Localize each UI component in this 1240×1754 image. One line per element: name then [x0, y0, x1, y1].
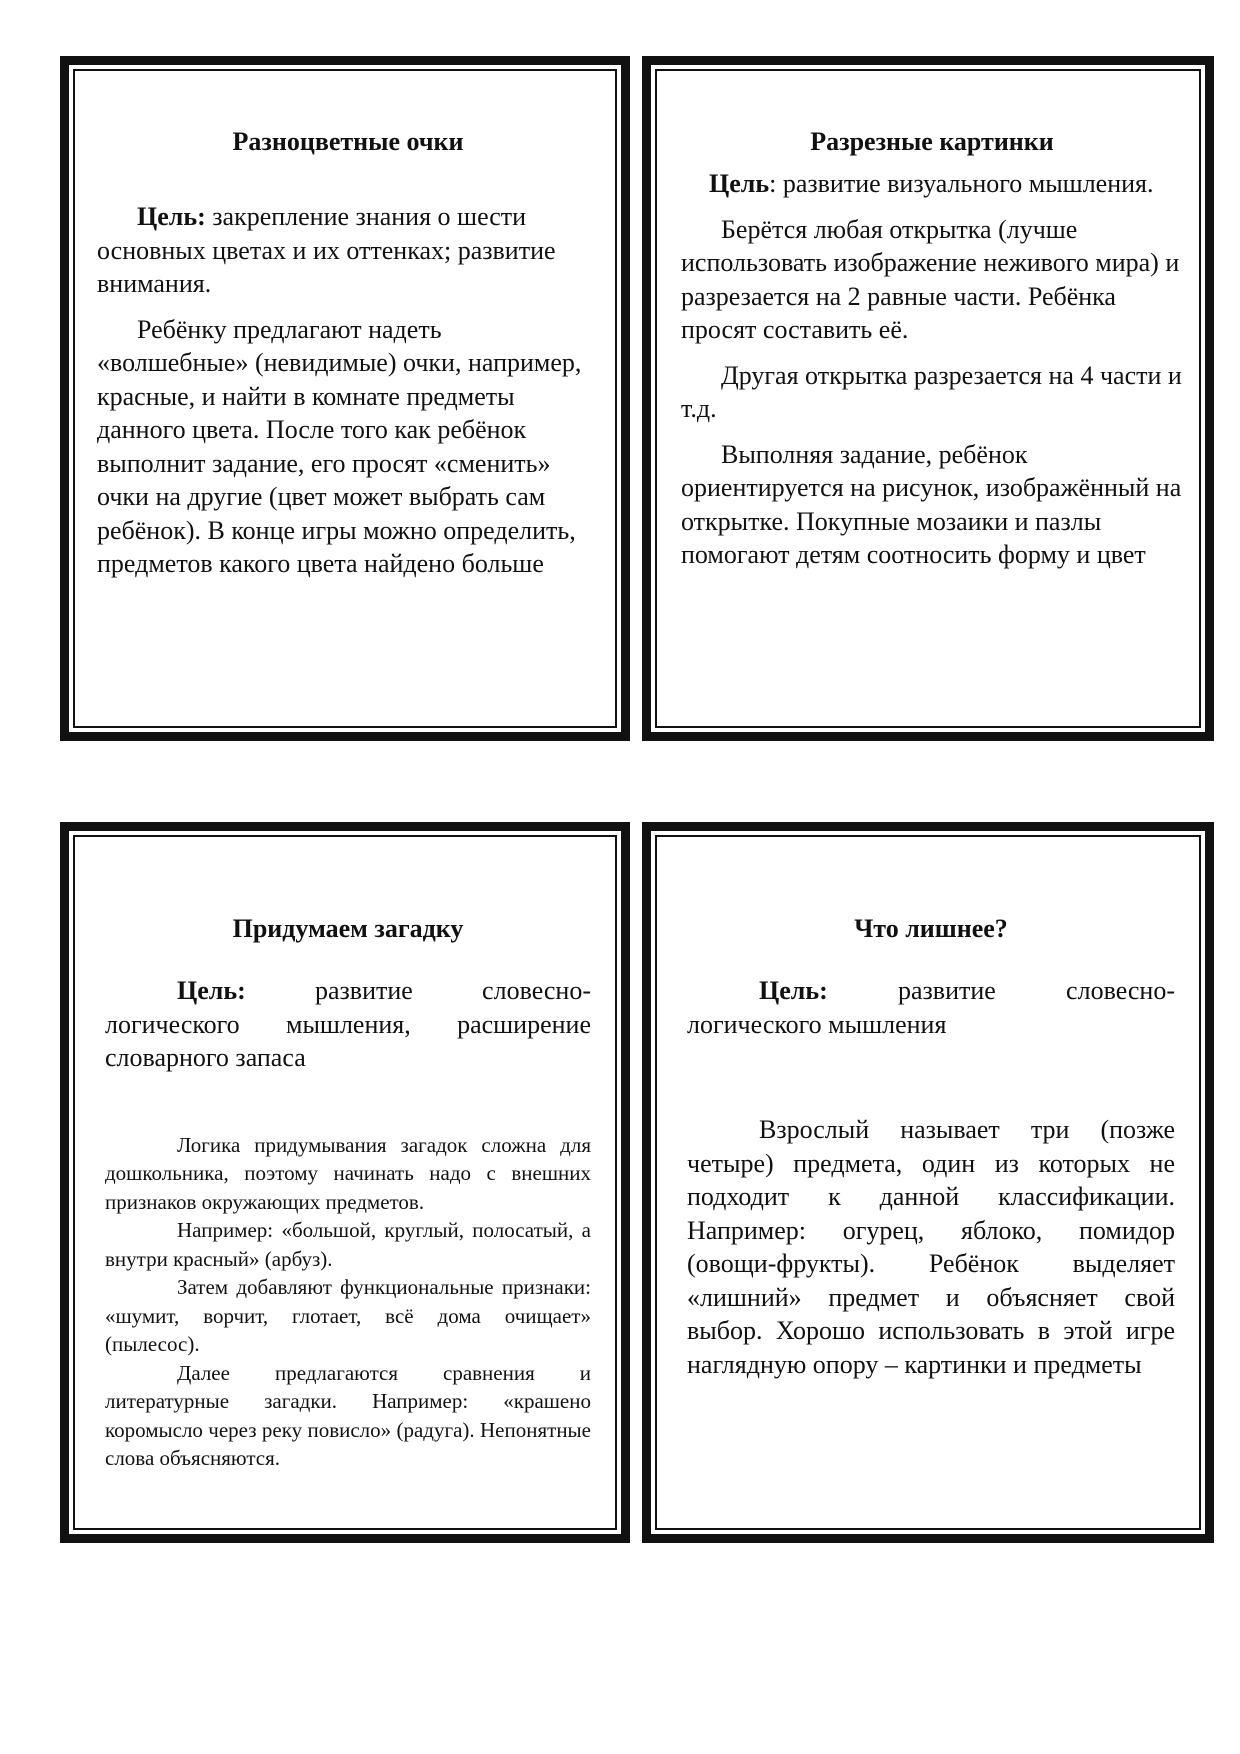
goal-label: Цель: [759, 976, 828, 1005]
card-paragraph: Другая открытка разрезается на 4 части и т.д. [681, 360, 1182, 423]
game-card-razreznye-kartinki [642, 56, 1214, 741]
card-body [681, 167, 1183, 572]
card-inner-frame [73, 69, 617, 728]
card-body [97, 200, 599, 581]
card-title: Разноцветные очки [232, 127, 464, 156]
card-goal [105, 974, 591, 1075]
card-goal [687, 974, 1175, 1041]
goal-label: Цель [709, 169, 770, 198]
goal-text: развитие словесно-логического мышления, расширение словарного запаса [105, 976, 591, 1072]
card-inner-frame [655, 835, 1201, 1530]
card-paragraph: Взрослый называет три (позже четыре) предмета, один из которых не подходит к данной классификации. Например: огурец, яблоко, помидор (овощи-фрукты). Ребёнок выделяет «лишний» предмет и объясняет свой выбор. Хорошо использовать в этой игре наглядную опору – картинки и предметы [687, 1115, 1175, 1379]
goal-text: закрепление знания о шести основных цветах и их оттенках; развитие внимания. [97, 202, 556, 298]
card-title: Что лишнее? [854, 914, 1008, 943]
card-paragraph: Затем добавляют функциональные признаки: «шумит, ворчит, глотает, всё дома очищает» (пылесос). [105, 1275, 591, 1356]
card-inner-frame [73, 835, 617, 1530]
game-card-raznotsvetnye-ochki [60, 56, 630, 741]
card-goal [681, 167, 1183, 201]
card-title: Придумаем загадку [232, 914, 464, 943]
card-paragraph: Например: «большой, круглый, полосатый, а внутри красный» (арбуз). [105, 1218, 591, 1271]
goal-label: Цель: [177, 976, 246, 1005]
game-card-chto-lishnee [642, 822, 1214, 1543]
goal-label: Цель: [137, 202, 206, 231]
card-body [687, 974, 1175, 1381]
card-body [105, 974, 591, 1473]
card-paragraph: Берётся любая открытка (лучше использовать изображение неживого мира) и разрезается на 2 равные части. Ребёнка просят составить её. [681, 214, 1180, 344]
card-goal [97, 200, 599, 301]
card-paragraph: Логика придумывания загадок сложна для дошкольника, поэтому начинать надо с внешних признаков окружающих предметов. [105, 1132, 591, 1214]
goal-text: развитие словесно-логического мышления [687, 976, 1175, 1039]
card-title: Разрезные картинки [810, 127, 1054, 156]
card-paragraph: Ребёнку предлагают надеть «волшебные» (невидимые) очки, например, красные, и найти в комнате предметы данного цвета. После того как ребёнок выполнит задание, его просят «сменить» очки на другие (цвет может выбрать сам ребёнок). В конце игры можно определить, предметов какого цвета найдено больше [97, 314, 582, 578]
card-paragraph: Далее предлагаются сравнения и литературные загадки. Например: «крашено коромысло через реку повисло» (радуга). Непонятные слова объясняются. [105, 1360, 591, 1470]
goal-text: : развитие визуального мышления. [769, 169, 1154, 198]
card-inner-frame [655, 69, 1201, 728]
card-paragraph: Выполняя задание, ребёнок ориентируется на рисунок, изображённый на открытке. Покупные мозаики и пазлы помогают детям соотносить форму и цвет [681, 439, 1182, 569]
game-card-pridumaem-zagadku [60, 822, 630, 1543]
